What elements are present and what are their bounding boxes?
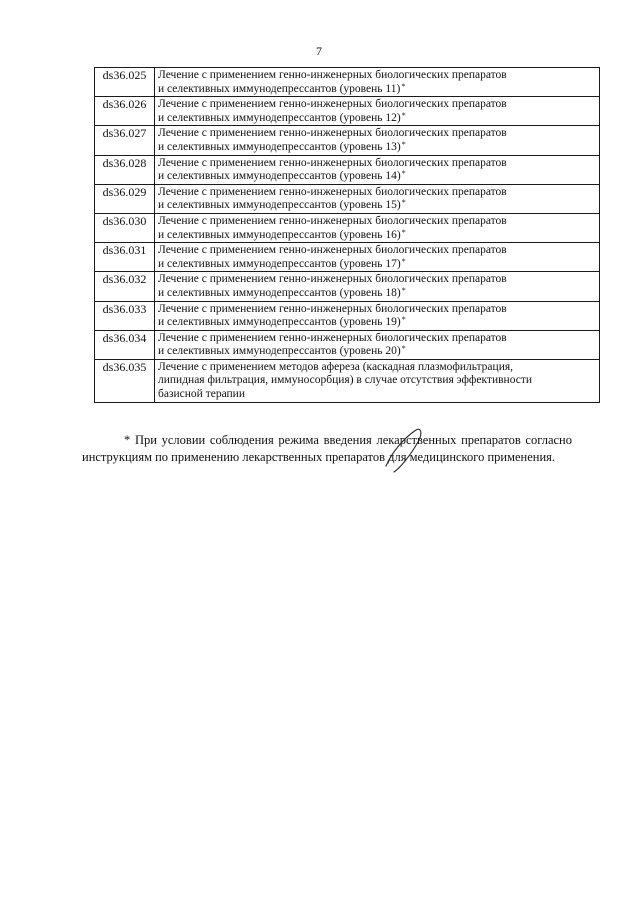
row-code: ds36.031: [95, 243, 155, 272]
row-code: ds36.033: [95, 301, 155, 330]
description-line: и селективных иммунодепрессантов (уровень 19)*: [158, 315, 406, 329]
row-code: ds36.029: [95, 184, 155, 213]
footnote-marker: *: [401, 81, 406, 91]
table-row: [95, 330, 600, 359]
description-line: Лечение с применением генно-инженерных биологических препаратов: [158, 244, 507, 257]
footnote-marker: *: [401, 169, 406, 179]
row-code: ds36.026: [95, 97, 155, 126]
table-row: [95, 359, 600, 402]
row-description: [155, 184, 600, 213]
footnote-marker: *: [401, 198, 406, 208]
description-line: и селективных иммунодепрессантов (уровень 11)*: [158, 81, 406, 95]
row-description: [155, 301, 600, 330]
table-row: [95, 126, 600, 155]
footnote-marker: *: [401, 315, 406, 325]
row-description: [155, 272, 600, 301]
row-code: ds36.035: [95, 359, 155, 402]
row-code: ds36.030: [95, 213, 155, 242]
table-row: [95, 272, 600, 301]
row-code: ds36.032: [95, 272, 155, 301]
description-line: липидная фильтрация, иммуносорбция) в случае отсутствия эффективности: [158, 374, 533, 387]
description-line: и селективных иммунодепрессантов (уровень 17)*: [158, 256, 406, 270]
description-line: и селективных иммунодепрессантов (уровень 16)*: [158, 227, 406, 241]
row-code: ds36.027: [95, 126, 155, 155]
description-line: Лечение с применением генно-инженерных биологических препаратов: [158, 302, 507, 315]
description-line: и селективных иммунодепрессантов (уровень 14)*: [158, 169, 406, 183]
row-description: [155, 155, 600, 184]
row-code: ds36.034: [95, 330, 155, 359]
row-description: [155, 97, 600, 126]
description-line: и селективных иммунодепрессантов (уровень 13)*: [158, 139, 406, 153]
description-line: и селективных иммунодепрессантов (уровень 18)*: [158, 285, 406, 299]
page-number: 7: [316, 44, 322, 58]
footnote-marker: *: [401, 285, 406, 295]
description-line: Лечение с применением генно-инженерных биологических препаратов: [158, 69, 507, 81]
table-row: [95, 155, 600, 184]
footnote-marker: *: [401, 139, 406, 149]
description-line: Лечение с применением генно-инженерных биологических препаратов: [158, 185, 507, 198]
table-row: [95, 97, 600, 126]
row-description: [155, 359, 600, 402]
row-description: [155, 68, 600, 97]
table-row: [95, 213, 600, 242]
row-description: [155, 330, 600, 359]
description-line: Лечение с применением генно-инженерных биологических препаратов: [158, 156, 507, 169]
footnote: * При условии соблюдения режима введения лекарственных препаратов согласно инструкциям по применению лекарственных препаратов для медицинского применения.: [82, 433, 572, 464]
row-description: [155, 213, 600, 242]
description-line: Лечение с применением генно-инженерных биологических препаратов: [158, 98, 507, 111]
row-description: [155, 126, 600, 155]
footnote-marker: *: [401, 256, 406, 266]
table-row: [95, 184, 600, 213]
description-line: и селективных иммунодепрессантов (уровень 15)*: [158, 198, 406, 212]
row-code: ds36.028: [95, 155, 155, 184]
description-line: Лечение с применением методов афереза (каскадная плазмофильтрация,: [158, 360, 514, 373]
tariff-code-table: [94, 67, 600, 403]
description-line: Лечение с применением генно-инженерных биологических препаратов: [158, 214, 507, 227]
table-row: [95, 301, 600, 330]
description-line: Лечение с применением генно-инженерных биологических препаратов: [158, 127, 507, 140]
description-line: Лечение с применением генно-инженерных биологических препаратов: [158, 331, 507, 344]
row-code: ds36.025: [95, 68, 155, 97]
description-line: базисной терапии: [158, 388, 245, 401]
table-row: [95, 243, 600, 272]
footnote-marker: *: [401, 227, 406, 237]
row-description: [155, 243, 600, 272]
footnote-marker: *: [401, 344, 406, 354]
description-line: и селективных иммунодепрессантов (уровень 20)*: [158, 344, 406, 358]
description-line: и селективных иммунодепрессантов (уровень 12)*: [158, 110, 406, 124]
footnote-marker: *: [401, 110, 406, 120]
description-line: Лечение с применением генно-инженерных биологических препаратов: [158, 273, 507, 286]
table-row: [95, 68, 600, 97]
